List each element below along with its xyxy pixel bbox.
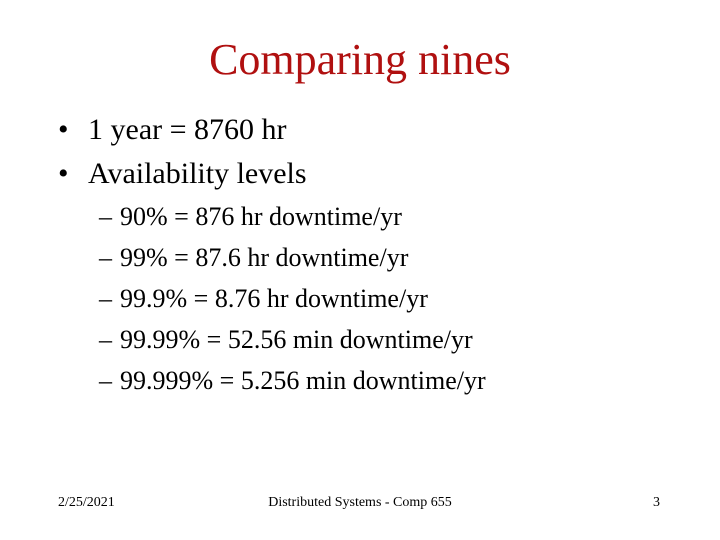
dash-icon: – [99,325,112,354]
dash-icon: – [99,243,112,272]
sub-bullet-item [99,319,486,360]
dash-icon: – [99,366,112,395]
sub-bullet-text: 99.99% = 52.56 min downtime/yr [120,325,473,354]
sub-bullet-text: 90% = 876 hr downtime/yr [120,202,402,231]
sub-bullet-item [99,360,486,401]
bullet-text: 1 year = 8760 hr [88,113,287,146]
footer-date: 2/25/2021 [58,495,115,510]
bullet-icon: • [58,157,69,190]
footer-course: Distributed Systems - Comp 655 [268,495,452,510]
slide-title: Comparing nines [209,35,511,84]
bullet-icon: • [58,113,69,146]
bullet-item [58,152,307,196]
bullet-list [58,108,307,196]
bullet-text: Availability levels [88,157,307,190]
dash-icon: – [99,202,112,231]
sub-bullet-item [99,278,486,319]
sub-bullet-text: 99.999% = 5.256 min downtime/yr [120,366,486,395]
bullet-item [58,108,307,152]
sub-bullet-text: 99.9% = 8.76 hr downtime/yr [120,284,428,313]
sub-bullet-item [99,237,486,278]
sub-bullet-text: 99% = 87.6 hr downtime/yr [120,243,409,272]
dash-icon: – [99,284,112,313]
sub-bullet-list [99,196,486,401]
page-number: 3 [653,495,660,510]
sub-bullet-item [99,196,486,237]
